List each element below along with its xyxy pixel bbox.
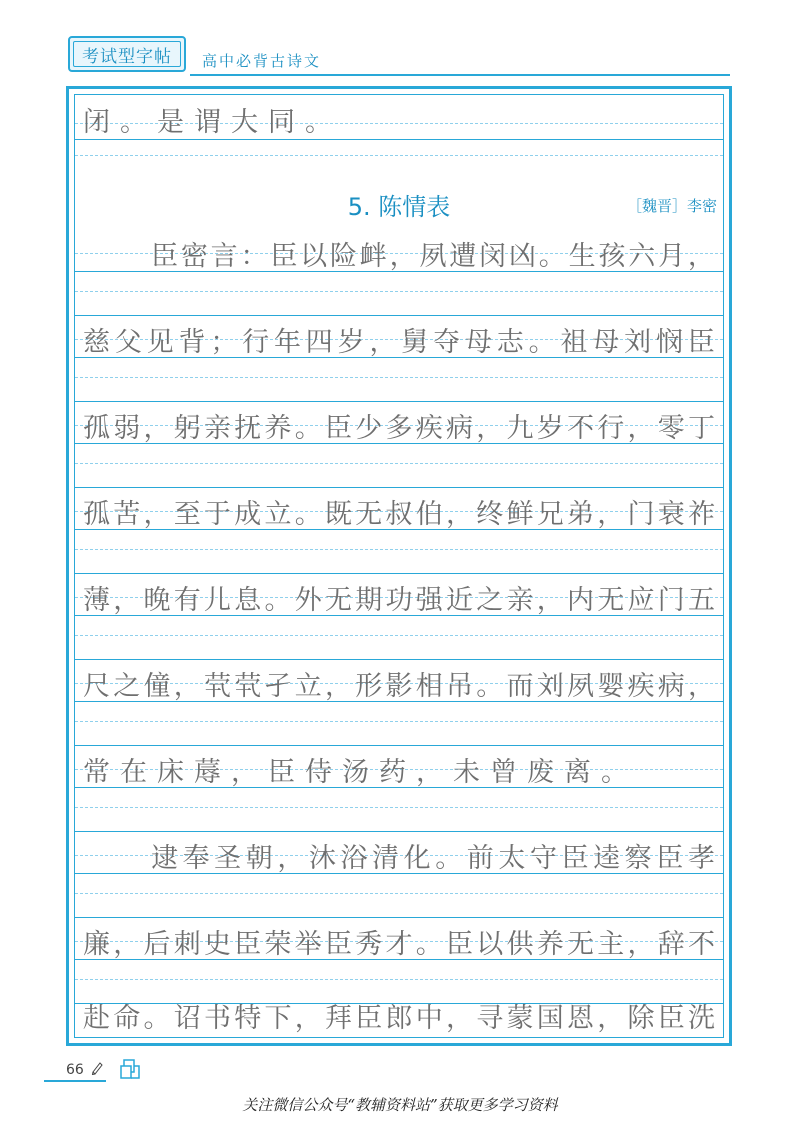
text-line: 臣 密 言 ： 臣 以 险 衅 ， 夙 遭 闵 凶 。 生 孩 六 月 ， xyxy=(151,240,715,272)
text-line: 薄 ， 晚 有 儿 息 。 外 无 期 功 强 近 之 亲 ， 内 无 应 门 五 xyxy=(83,584,715,616)
practice-row xyxy=(75,229,723,317)
text-line: 逮 奉 圣 朝 ， 沐 浴 清 化 。 前 太 守 臣 逵 察 臣 孝 xyxy=(151,842,715,874)
practice-frame xyxy=(66,86,732,1046)
practice-row xyxy=(75,975,723,1038)
practice-row xyxy=(75,659,723,747)
text-line: 孤 弱 ， 躬 亲 抚 养 。 臣 少 多 疾 病 ， 九 岁 不 行 ， 零 丁 xyxy=(83,412,715,444)
text-line: 孤 苦 ， 至 于 成 立 。 既 无 叔 伯 ， 终 鲜 兄 弟 ， 门 衰 祚 xyxy=(83,498,715,530)
text-line: 闭 。 是 谓 大 同 。 xyxy=(83,106,332,138)
book-stack-icon xyxy=(120,1058,140,1080)
poem-author: ［魏晋］李密 xyxy=(626,197,717,215)
page-number-underline xyxy=(44,1080,106,1082)
text-line: 廉 ， 后 刺 史 臣 荣 举 臣 秀 才 。 臣 以 供 养 无 主 ， 辞 不 xyxy=(83,928,715,960)
practice-row xyxy=(75,831,723,919)
text-line: 慈 父 见 背 ； 行 年 四 岁 ， 舅 夺 母 志 。 祖 母 刘 悯 臣 xyxy=(83,326,715,358)
poem-title-row xyxy=(75,183,723,228)
pencil-icon xyxy=(90,1061,104,1075)
practice-row xyxy=(75,487,723,575)
text-line: 常 在 床 蓐 ， 臣 侍 汤 药 ， 未 曾 废 离 。 xyxy=(83,756,628,788)
text-line: 赴 命 。 诏 书 特 下 ， 拜 臣 郎 中 ， 寻 蒙 国 恩 ， 除 臣 洗 xyxy=(83,1002,715,1034)
footer-note: 关注微信公众号“教辅资料站”获取更多学习资料 xyxy=(242,1096,558,1114)
practice-row xyxy=(75,573,723,661)
practice-row xyxy=(75,401,723,489)
practice-row xyxy=(75,315,723,403)
practice-row xyxy=(75,95,723,183)
page-number: 66 xyxy=(66,1062,84,1078)
header-tag-label: 考试型字帖 xyxy=(73,41,181,67)
practice-sheet xyxy=(74,94,724,1038)
header-rule xyxy=(190,74,730,76)
practice-row xyxy=(75,745,723,833)
text-line: 尺 之 僮 ， 茕 茕 孑 立 ， 形 影 相 吊 。 而 刘 夙 婴 疾 病 ， xyxy=(83,670,715,702)
header-tag xyxy=(68,36,186,72)
book-title: 高中必背古诗文 xyxy=(202,52,322,70)
poem-title: 5. 陈情表 xyxy=(347,193,451,221)
